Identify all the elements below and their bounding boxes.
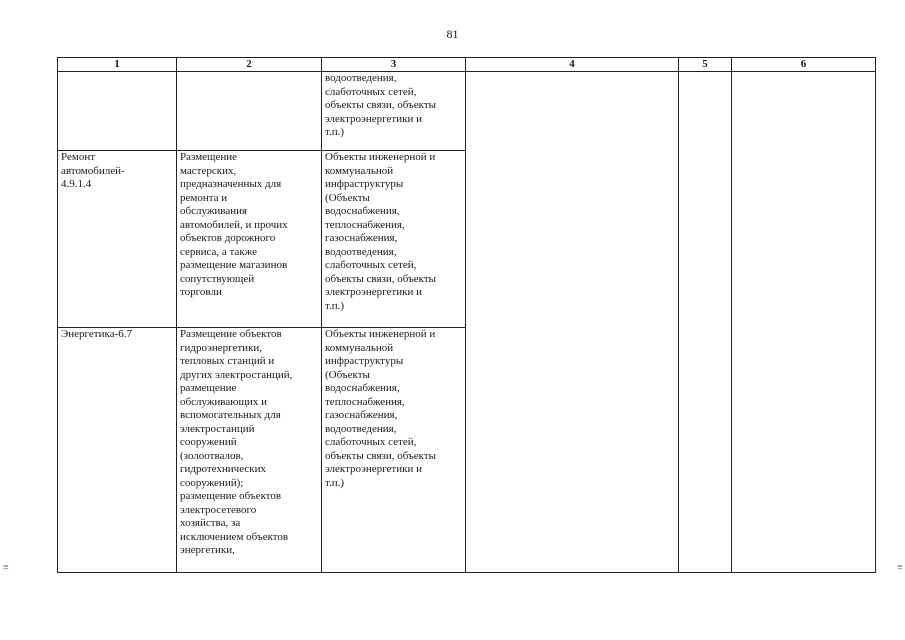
table-cell: Размещение мастерских, предназначенных для ремонта и обслуживания автомобилей, и прочих объектов дорожного сервиса, а также размещение магазинов сопутствующей торговли [177, 151, 322, 328]
table-cell: Размещение объектов гидроэнергетики, тепловых станций и других электростанций, размещение обслуживающих и вспомогательных для электростанций сооружений (золоотвалов, гидротехнических сооружений); размещение объектов электросетевого хозяйства, за исключением объектов энергетики, [177, 328, 322, 573]
page-number: 81 [446, 27, 459, 41]
table-cell [58, 72, 177, 151]
scan-edge-mark: ≡ [3, 562, 9, 573]
table-cell: Энергетика-6.7 [58, 328, 177, 573]
table-cell [679, 72, 732, 573]
table-cell [732, 72, 876, 573]
column-header-5: 5 [679, 58, 732, 72]
scan-edge-mark: ≡ [897, 562, 903, 573]
column-header-3: 3 [322, 58, 466, 72]
table-cell: Объекты инженерной и коммунальной инфраструктуры (Объекты водоснабжения, теплоснабжения, газоснабжения, водоотведения, слаботочных сетей, объекты связи, объекты электроэнергетики и т.п.) [322, 328, 466, 573]
table-cell [177, 72, 322, 151]
table-cell: водоотведения, слаботочных сетей, объекты связи, объекты электроэнергетики и т.п.) [322, 72, 466, 151]
table-cell: Ремонт автомобилей- 4.9.1.4 [58, 151, 177, 328]
column-header-1: 1 [58, 58, 177, 72]
document-table [57, 57, 876, 573]
column-header-4: 4 [466, 58, 679, 72]
table-cell [466, 72, 679, 573]
column-header-6: 6 [732, 58, 876, 72]
table-header-row [58, 58, 876, 72]
column-header-2: 2 [177, 58, 322, 72]
table-cell: Объекты инженерной и коммунальной инфраструктуры (Объекты водоснабжения, теплоснабжения, газоснабжения, водоотведения, слаботочных сетей, объекты связи, объекты электроэнергетики и т.п.) [322, 151, 466, 328]
table-row [58, 72, 876, 151]
